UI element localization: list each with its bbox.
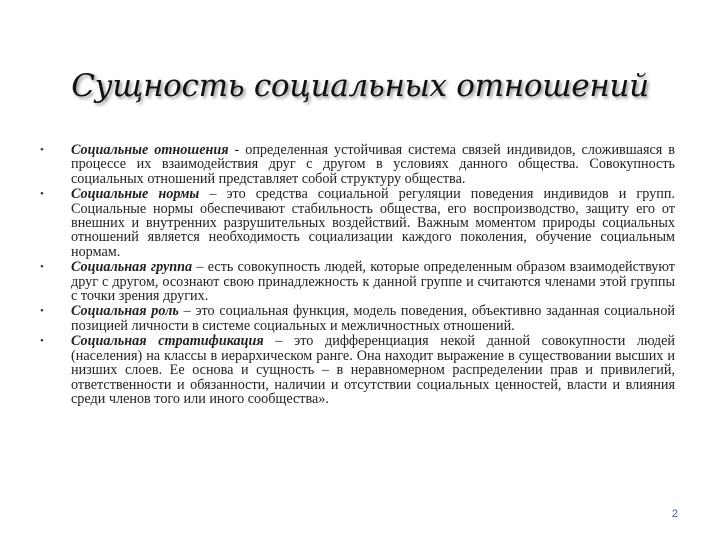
term-social-group: Социальная группа	[71, 259, 193, 276]
bullet-icon: •	[40, 261, 44, 274]
content-list	[40, 143, 675, 407]
term-social-norms: Социальные нормы	[71, 186, 200, 203]
list-item	[40, 187, 675, 259]
slide-title: Сущность социальных отношений	[71, 68, 649, 104]
bullet-icon: •	[40, 305, 44, 318]
list-item	[40, 334, 675, 406]
definition-social-group: – есть совокупность людей, которые определенным образом взаимодействуют друг с другом, осознают свою принадлежность к данной группе и считаются членами этой группы с точки зрения других.	[71, 259, 675, 305]
definition-social-relations: - определенная устойчивая система связей индивидов, сложившаяся в процессе их взаимодействия друг с другом в условиях данного общества. Совокупность социальных отношений представляет собой структуру общества.	[71, 142, 675, 187]
list-item	[40, 304, 675, 333]
bullet-icon: •	[40, 188, 44, 201]
term-social-role: Социальная роль	[71, 303, 179, 320]
term-social-stratification: Социальная стратификация	[71, 333, 264, 350]
bullet-icon: •	[40, 144, 44, 156]
list-item	[40, 260, 675, 303]
definition-social-norms: – это средства социальной регуляции поведения индивидов и групп. Социальные нормы обеспечивают стабильность общества, его воспроизводство, защиту его от внешних и внутренних разрушительных воздействий. Важным моментом природы социальных отношений является необходимость социализации каждого поколения, обучение социальным нормам.	[71, 186, 675, 260]
bullet-icon: •	[40, 335, 44, 348]
definition-social-role: – это социальная функция, модель поведения, объективно заданная социальной позицией личности в системе социальных и межличностных отношений.	[71, 303, 676, 334]
page-number: 2	[671, 508, 678, 520]
list-item	[40, 143, 675, 186]
term-social-relations: Социальные отношения	[71, 142, 229, 158]
definition-social-stratification: – это дифференциация некой данной совокупности людей (населения) на классы в иерархическом ранге. Она находит выражение в существовании высших и низших слоев. Ее основа и сущность – в неравномерном распределении прав и привилегий, ответственности и обязанности, наличии и отсутствии социальных ценностей, власти и влияния среди членов того или иного сообщества».	[71, 333, 676, 407]
